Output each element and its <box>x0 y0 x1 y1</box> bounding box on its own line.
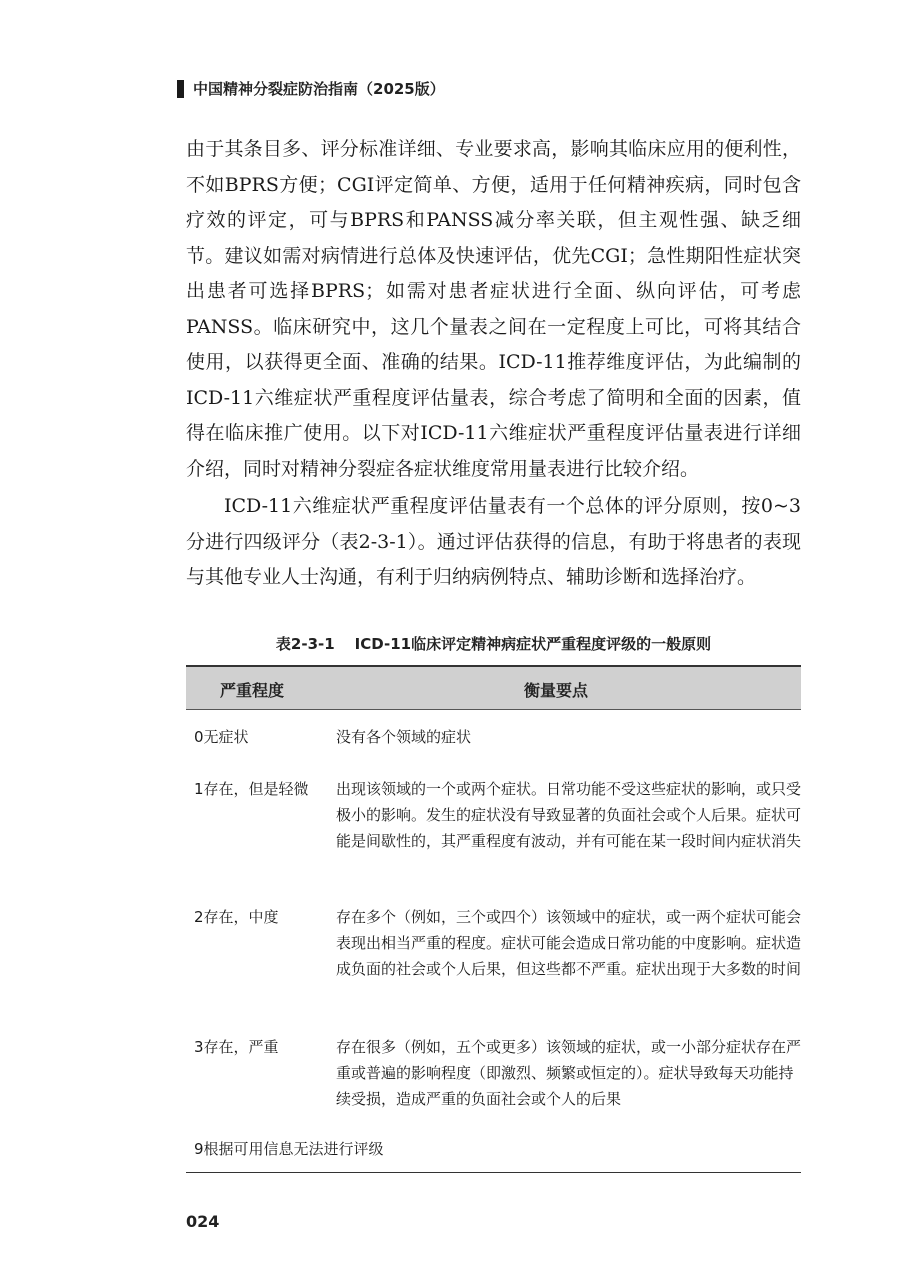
table-header-severity: 严重程度 <box>220 681 285 700</box>
page-number: 024 <box>186 1212 220 1231</box>
row-description: 存在多个（例如，三个或四个）该领域中的症状，或一两个症状可能会表现出相当严重的程度。症状可能会造成日常功能的中度影响。症状造成负面的社会或个人后果，但这些都不严重。症状出现于大多数的时间 <box>336 908 802 978</box>
row-description: 出现该领域的一个或两个症状。日常功能不受这些症状的影响，或只受极小的影响。发生的症状没有导致显著的负面社会或个人后果。症状可能是间歇性的，其严重程度有波动，并有可能在某一段时间内症状消失 <box>336 780 802 850</box>
table-header-row <box>186 667 801 709</box>
paragraph-2: ICD-11六维症状严重程度评估量表有一个总体的评分原则，按0~3分进行四级评分（表2-3-1）。通过评估获得的信息，有助于将患者的表现与其他专业人士沟通，有利于归纳病例特点、辅助诊断和选择治疗。 <box>186 495 801 588</box>
table-header-criteria: 衡量要点 <box>524 681 589 700</box>
table-title: ICD-11临床评定精神病症状严重程度评级的一般原则 <box>354 635 712 653</box>
row-level: 9根据可用信息无法进行评级 <box>194 1140 384 1158</box>
running-head-title: 中国精神分裂症防治指南（2025版） <box>193 80 445 98</box>
table-bottom-rule <box>186 1172 801 1173</box>
row-level: 1存在，但是轻微 <box>194 780 309 798</box>
row-level: 0无症状 <box>194 728 249 746</box>
header-bar <box>177 80 184 98</box>
row-description: 存在很多（例如，五个或更多）该领域的症状，或一小部分症状存在严重或普遍的影响程度（即激烈、频繁或恒定的）。症状导致每天功能持续受损，造成严重的负面社会或个人的后果 <box>336 1038 802 1108</box>
table-number: 表2-3-1 <box>275 635 335 653</box>
paragraph-1: 由于其条目多、评分标准详细、专业要求高，影响其临床应用的便利性，不如BPRS方便；CGI评定简单、方便，适用于任何精神疾病，同时包含疗效的评定，可与BPRS和PANSS减分率关联，但主观性强、缺乏细节。建议如需对病情进行总体及快速评估，优先CGI；急性期阳性症状突出患者可选择BPRS；如需对患者症状进行全面、纵向评估，可考虑PANSS。临床研究中，这几个量表之间在一定程度上可比，可将其结合使用，以获得更全面、准确的结果。ICD-11推荐维度评估，为此编制的ICD-11六维症状严重程度评估量表，综合考虑了简明和全面的因素，值得在临床推广使用。以下对ICD-11六维症状严重程度评估量表进行详细介绍，同时对精神分裂症各症状维度常用量表进行比较介绍。 <box>186 138 801 480</box>
table-caption <box>186 633 801 654</box>
table-header-rule <box>186 709 801 710</box>
running-head <box>177 78 445 99</box>
row-description: 没有各个领域的症状 <box>336 728 472 746</box>
body-text <box>186 132 801 596</box>
row-level: 3存在，严重 <box>194 1038 279 1056</box>
row-level: 2存在，中度 <box>194 908 279 926</box>
